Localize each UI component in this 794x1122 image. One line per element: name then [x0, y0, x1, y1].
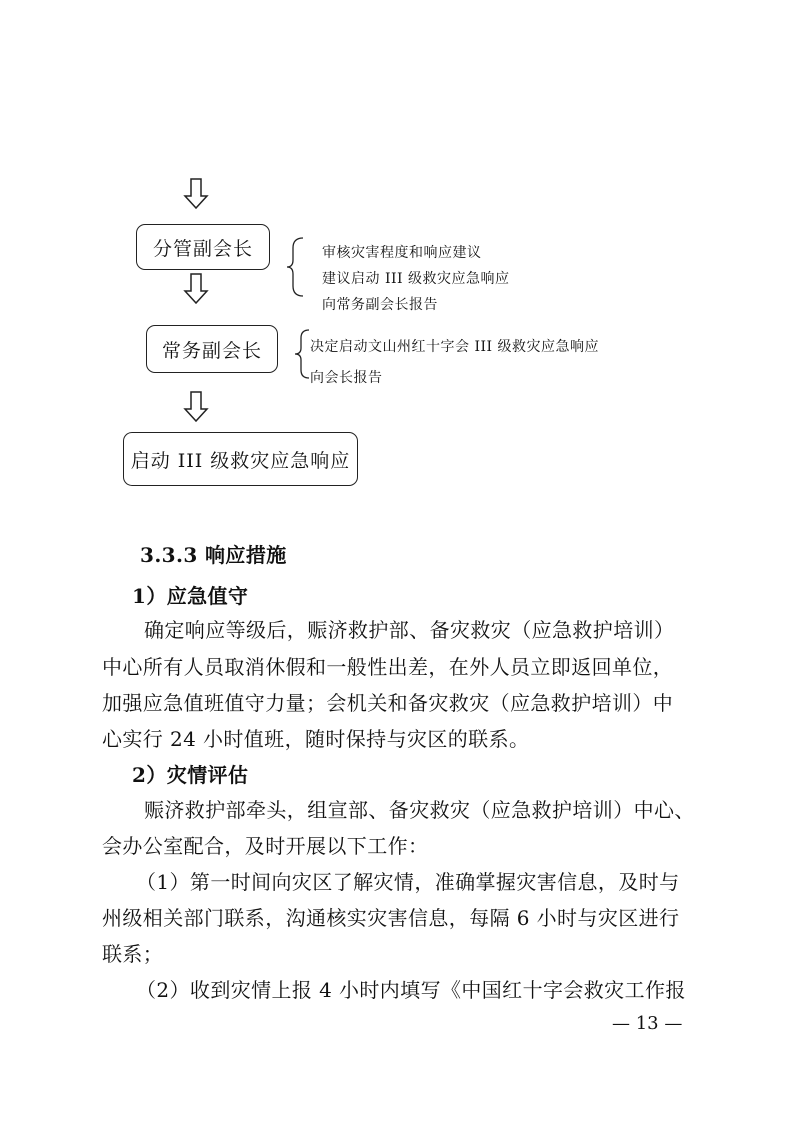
paragraph-line: 中心所有人员取消休假和一般性出差，在外人员立即返回单位，: [102, 655, 674, 679]
note-4: 决定启动文山州红十字会 III 级救灾应急响应: [310, 339, 599, 355]
paragraph-line: 心实行 24 小时值班，随时保持与灾区的联系。: [102, 727, 530, 751]
note-5: 向会长报告: [310, 370, 383, 386]
section-heading: 3.3.3 响应措施: [140, 543, 287, 567]
down-arrow-icon: [183, 178, 209, 210]
page-number: — 13 —: [612, 1013, 683, 1034]
subheading-assessment: 2）灾情评估: [132, 763, 249, 787]
down-arrow-icon: [183, 391, 209, 423]
paragraph-line: 会办公室配合，及时开展以下工作：: [102, 834, 429, 858]
flow-box-start-response: 启动 III 级救灾应急响应: [123, 432, 358, 486]
paragraph-line: 州级相关部门联系，沟通核实灾害信息，每隔 6 小时与灾区进行: [102, 906, 680, 930]
paragraph-line: 赈济救护部牵头，组宣部、备灾救灾（应急救护培训）中心、: [144, 798, 695, 822]
note-2: 建议启动 III 级救灾应急响应: [322, 271, 510, 287]
brace-icon: [293, 328, 311, 380]
paragraph-line: （2）收到灾情上报 4 小时内填写《中国红十字会救灾工作报: [136, 978, 686, 1002]
flow-box-deputy-president: 分管副会长: [136, 224, 270, 270]
brace-icon: [285, 236, 305, 298]
down-arrow-icon: [183, 273, 209, 305]
paragraph-line: 联系；: [102, 942, 164, 966]
flow-box-executive-deputy-president: 常务副会长: [146, 325, 278, 373]
paragraph-line: 确定响应等级后，赈济救护部、备灾救灾（应急救护培训）: [144, 618, 675, 642]
paragraph-line: （1）第一时间向灾区了解灾情，准确掌握灾害信息，及时与: [136, 870, 680, 894]
note-1: 审核灾害程度和响应建议: [322, 245, 482, 261]
note-3: 向常务副会长报告: [322, 297, 438, 313]
subheading-duty: 1）应急值守: [132, 584, 249, 608]
paragraph-line: 加强应急值班值守力量；会机关和备灾救灾（应急救护培训）中: [102, 691, 674, 715]
